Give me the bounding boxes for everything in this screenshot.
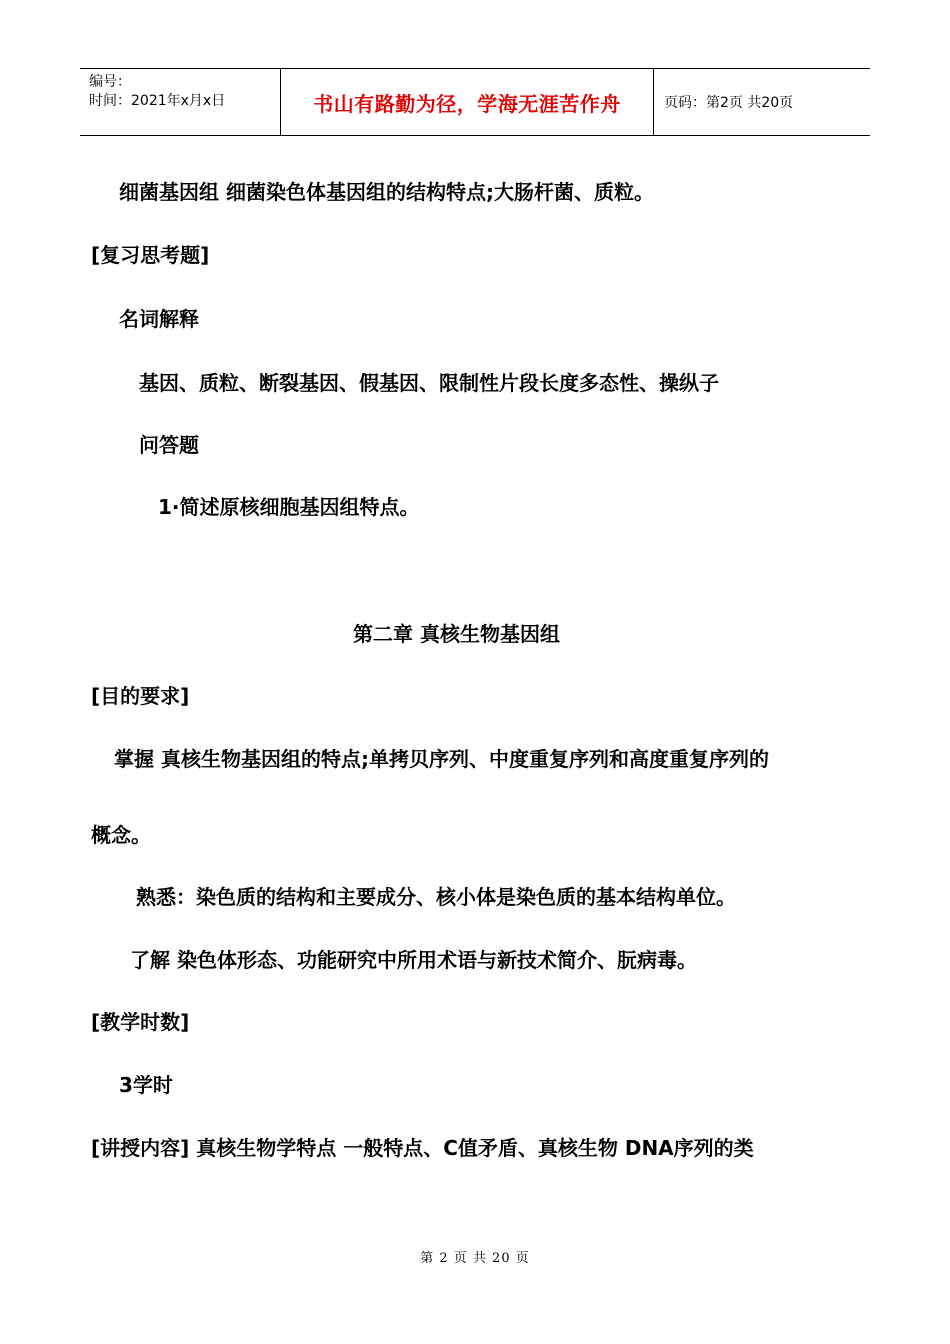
section-heading-hours: [教学时数]	[91, 1010, 190, 1034]
section-heading-objectives: [目的要求]	[91, 684, 190, 708]
header-motto: 书山有路勤为径，学海无涯苦作舟	[281, 69, 654, 135]
text-line-concept: 概念。	[91, 823, 151, 847]
text-line-hours: 3学时	[119, 1073, 173, 1097]
text-line-questions: 问答题	[139, 433, 199, 457]
page-footer: 第 2 页 共 20 页	[420, 1251, 530, 1266]
chapter-title: 第二章 真核生物基因组	[353, 622, 560, 646]
header-meta-cell	[80, 69, 281, 135]
text-line-terms: 名词解释	[119, 307, 199, 331]
text-line-question-1: 1·简述原核细胞基因组特点。	[158, 495, 420, 519]
text-line-master: 掌握 真核生物基因组的特点;单拷贝序列、中度重复序列和高度重复序列的	[114, 747, 769, 771]
date-label: 时间：2021年x月x日	[89, 93, 226, 109]
serial-number-label: 编号：	[89, 74, 131, 90]
section-heading-review: [复习思考题]	[91, 243, 210, 267]
header-page-info: 页码：第2页 共20页	[664, 95, 794, 111]
text-line-term-list: 基因、质粒、断裂基因、假基因、限制性片段长度多态性、操纵子	[139, 371, 719, 395]
text-line-lecture-content: [讲授内容] 真核生物学特点 一般特点、C值矛盾、真核生物 DNA序列的类	[91, 1136, 754, 1160]
page-header	[80, 68, 870, 136]
text-line-understand: 了解 染色体形态、功能研究中所用术语与新技术简介、朊病毒。	[130, 948, 697, 972]
text-line-1: 细菌基因组 细菌染色体基因组的结构特点;大肠杆菌、质粒。	[119, 180, 654, 204]
text-line-familiar: 熟悉：染色质的结构和主要成分、核小体是染色质的基本结构单位。	[136, 885, 736, 909]
